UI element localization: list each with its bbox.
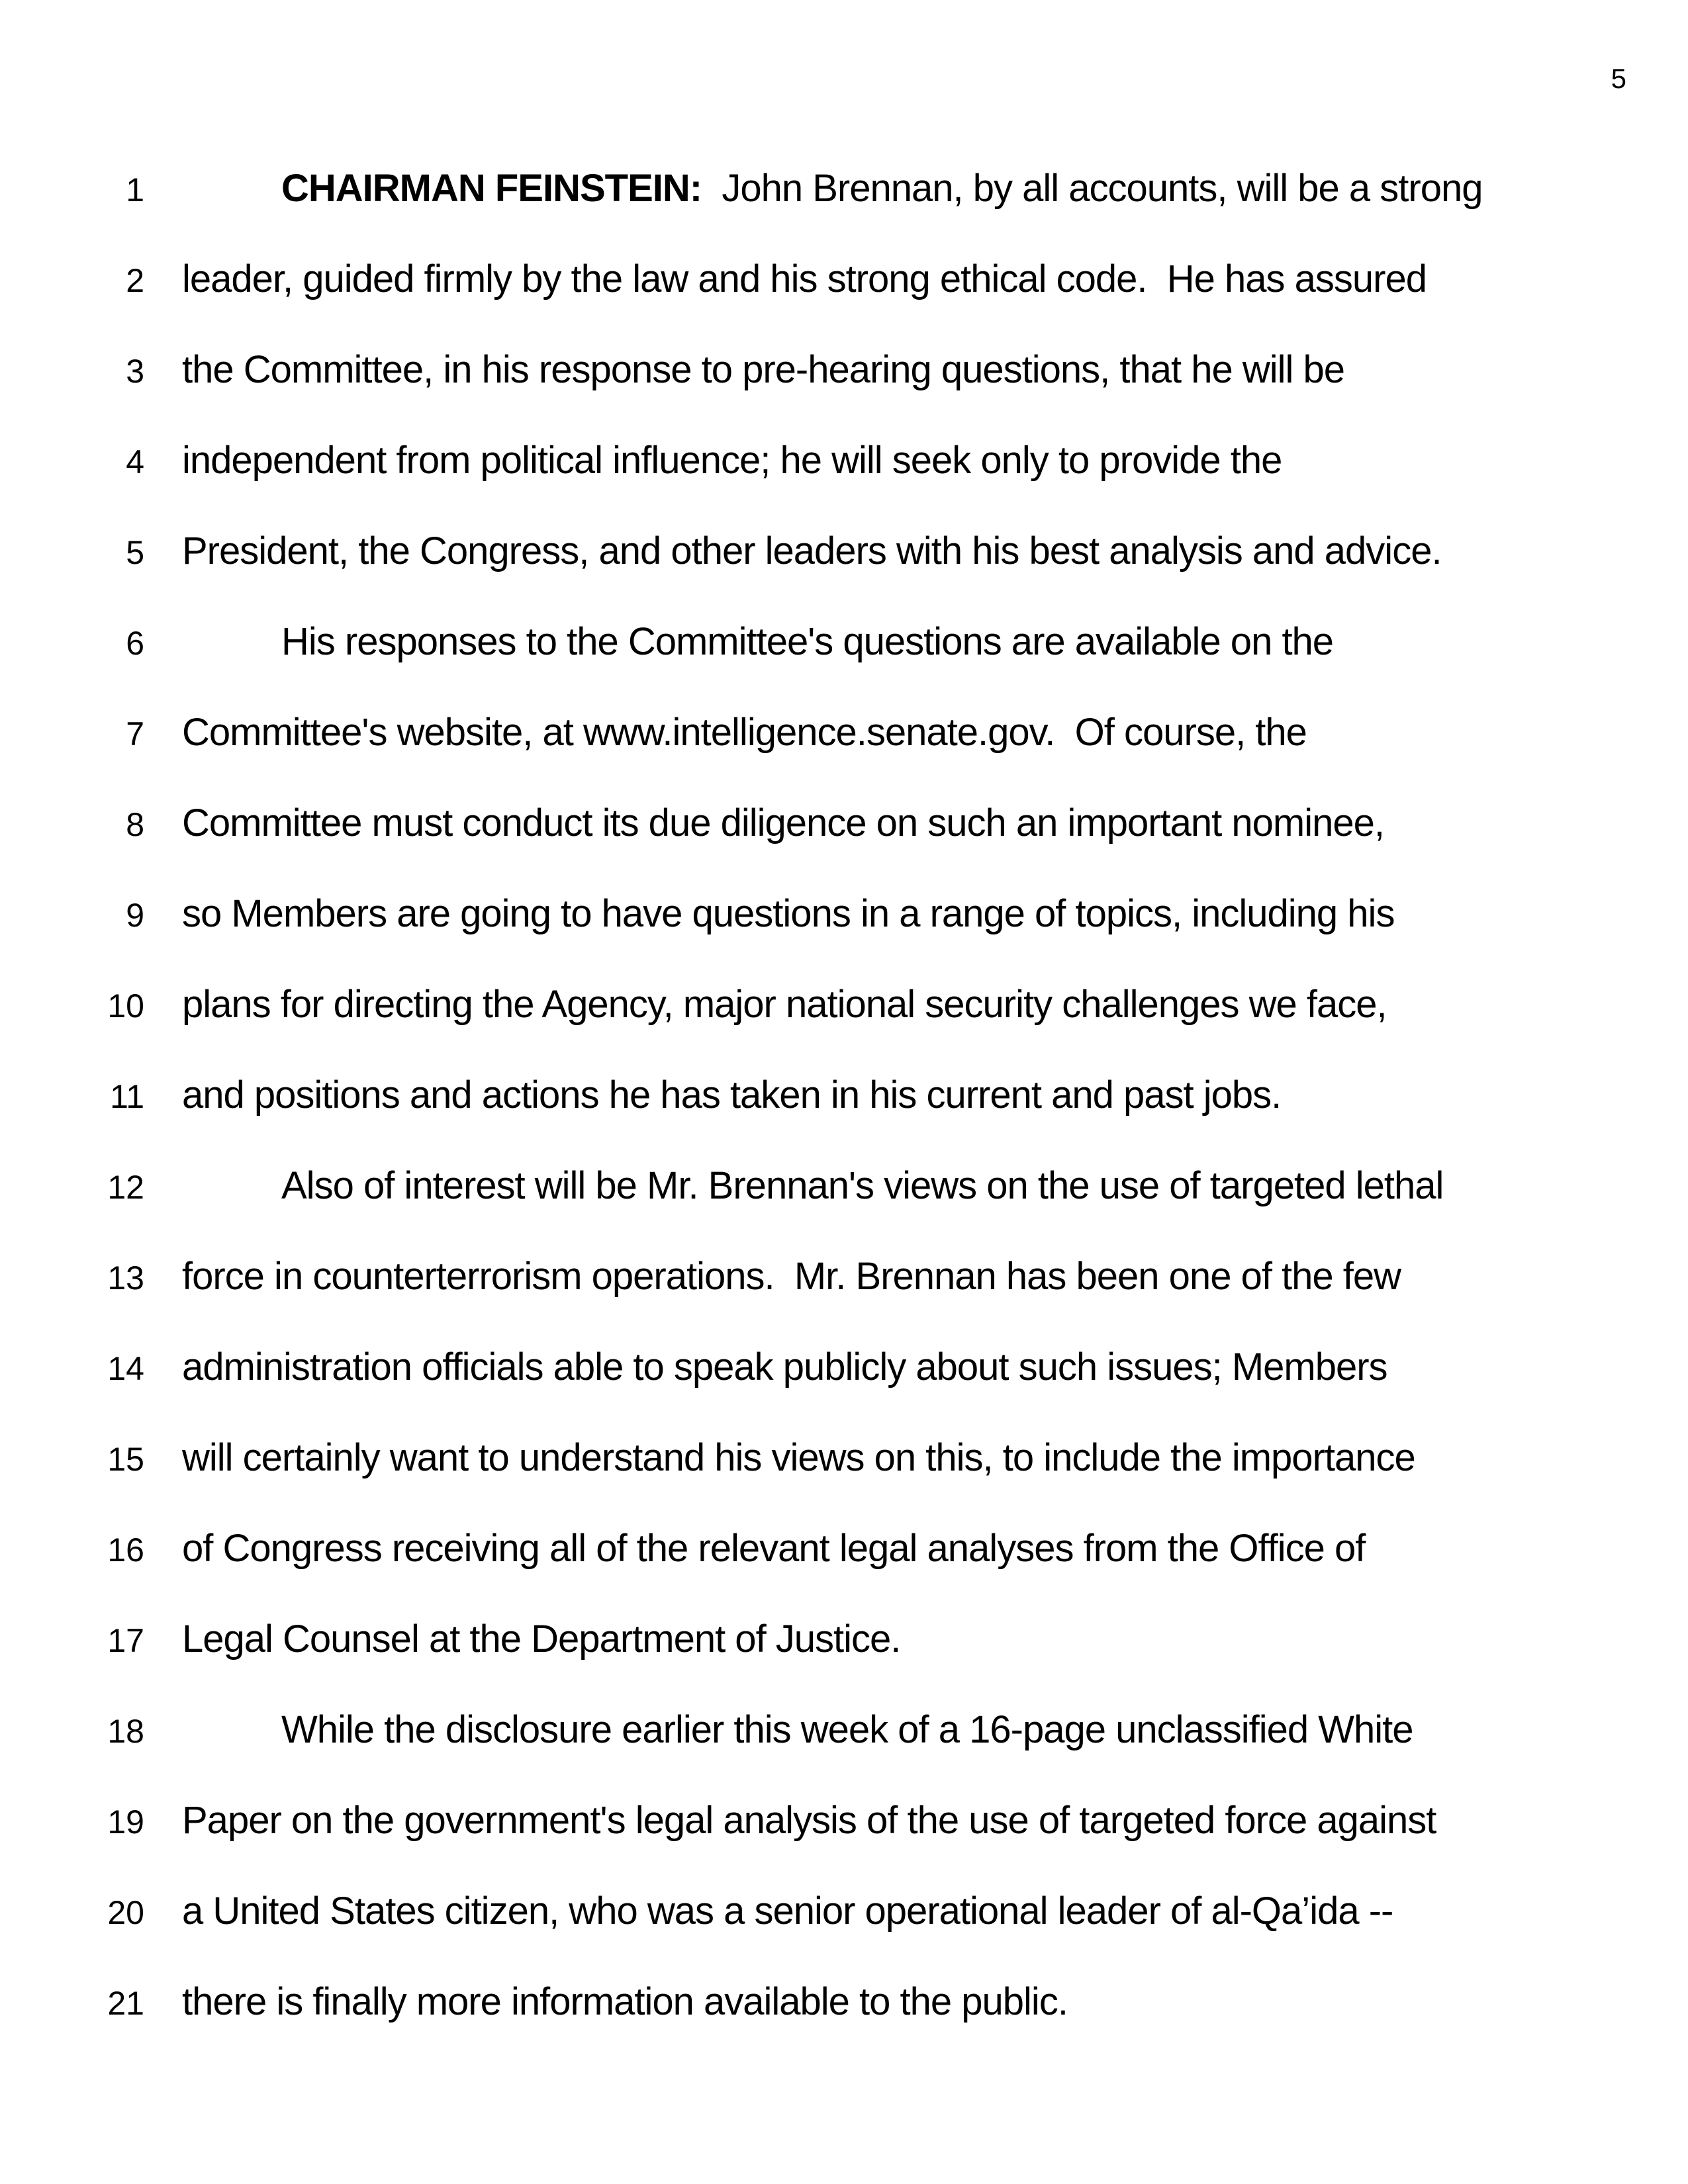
line-number: 4 (126, 443, 144, 480)
line-number: 5 (126, 534, 144, 571)
transcript-line (0, 1980, 1688, 2023)
line-number: 20 (107, 1894, 144, 1931)
line-number: 11 (110, 1078, 144, 1115)
line-number: 6 (126, 625, 144, 662)
transcript-line (0, 441, 1688, 480)
line-number: 17 (107, 1622, 144, 1659)
line-number: 1 (126, 171, 144, 208)
line-text: there is finally more information available to the public. (182, 1980, 1068, 2023)
transcript-line (0, 713, 1688, 752)
transcript-line (0, 620, 1688, 663)
line-text: will certainly want to understand his views on this, to include the importance (182, 1436, 1415, 1479)
line-text: so Members are going to have questions in a range of topics, including his (182, 892, 1395, 935)
transcript-line (0, 1708, 1688, 1751)
line-text: and positions and actions he has taken in his current and past jobs. (182, 1073, 1282, 1116)
line-text: plans for directing the Agency, major national security challenges we face, (182, 983, 1387, 1026)
transcript-line (0, 1529, 1688, 1568)
line-text: His responses to the Committee's questions are available on the (281, 620, 1334, 663)
line-text: Committee must conduct its due diligence on such an important nominee, (182, 801, 1384, 844)
transcript-line (0, 257, 1688, 300)
page-number: 5 (1611, 63, 1626, 94)
speaker-label: CHAIRMAN FEINSTEIN: (281, 167, 702, 210)
line-text: a United States citizen, who was a senior operational leader of al-Qa’ida -- (182, 1889, 1393, 1933)
line-number: 9 (126, 897, 144, 934)
transcript-line (0, 892, 1688, 935)
transcript-line (0, 1164, 1688, 1207)
line-text: administration officials able to speak publicly about such issues; Members (182, 1345, 1387, 1388)
line-number: 7 (126, 715, 144, 752)
transcript-line (0, 1345, 1688, 1388)
line-text: Paper on the government's legal analysis of the use of targeted force against (182, 1799, 1436, 1842)
transcript-line (0, 1889, 1688, 1933)
line-text: leader, guided firmly by the law and his strong ethical code. He has assured (182, 257, 1427, 300)
line-number: 18 (107, 1713, 144, 1750)
line-number: 3 (126, 353, 144, 390)
line-number: 2 (126, 262, 144, 299)
transcript-line (0, 1257, 1688, 1296)
line-text: force in counterterrorism operations. Mr. Brennan has been one of the few (182, 1255, 1401, 1298)
line-number: 21 (107, 1985, 144, 2022)
line-text: Also of interest will be Mr. Brennan's views on the use of targeted lethal (281, 1164, 1444, 1207)
line-text: the Committee, in his response to pre-hearing questions, that he will be (182, 348, 1344, 391)
transcript-line (0, 1073, 1688, 1116)
transcript-line (0, 169, 1688, 208)
transcript-line (0, 1801, 1688, 1840)
line-number: 10 (107, 987, 144, 1024)
line-text: Committee's website, at www.intelligence.senate.gov. Of course, the (182, 711, 1307, 754)
line-text-rest: John Brennan, by all accounts, will be a strong (702, 167, 1483, 210)
line-text: of Congress receiving all of the relevant legal analyses from the Office of (182, 1527, 1366, 1570)
line-number: 16 (107, 1531, 144, 1569)
line-number: 19 (107, 1803, 144, 1841)
line-text (281, 167, 1482, 210)
line-number: 15 (107, 1441, 144, 1478)
line-text: While the disclosure earlier this week of a 16-page unclassified White (281, 1708, 1413, 1751)
line-number: 8 (126, 806, 144, 843)
transcript-line (0, 985, 1688, 1024)
transcript-line (0, 801, 1688, 844)
line-number: 12 (107, 1169, 144, 1206)
transcript-line (0, 348, 1688, 391)
line-number: 13 (107, 1259, 144, 1297)
transcript-line (0, 529, 1688, 572)
line-text: President, the Congress, and other leaders with his best analysis and advice. (182, 529, 1442, 572)
line-number: 14 (107, 1350, 144, 1387)
transcript-line (0, 1436, 1688, 1479)
transcript-line (0, 1617, 1688, 1661)
line-text: independent from political influence; he will seek only to provide the (182, 439, 1282, 482)
line-text: Legal Counsel at the Department of Justice. (182, 1617, 901, 1661)
